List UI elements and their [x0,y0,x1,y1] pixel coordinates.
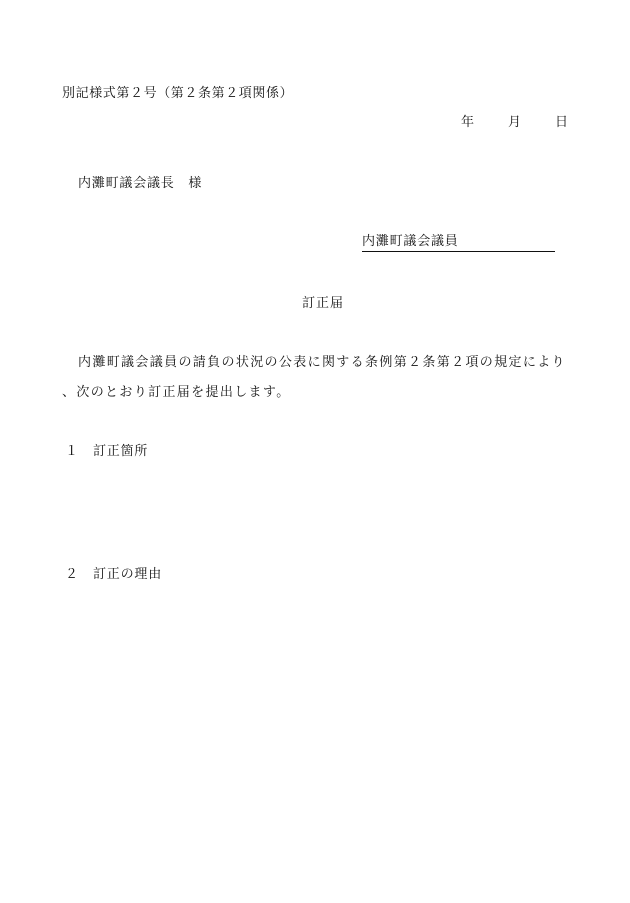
sender-label: 内灘町議会議員 [362,234,459,249]
form-identifier: 別記様式第２号（第２条第２項関係） [62,86,294,101]
addressee: 内灘町議会議長 様 [78,176,203,191]
body-text-line-1: 内灘町議会議員の請負の状況の公表に関する条例第２条第２項の規定により [78,355,566,370]
section-number: １ [65,444,79,459]
section-heading: 訂正の理由 [93,567,163,582]
section-correction-reason [65,567,162,583]
section-number: ２ [65,567,79,582]
section-heading: 訂正箇所 [93,444,149,459]
date-month-label: 月 [507,115,521,130]
date-line [461,115,568,131]
date-year-label: 年 [460,115,474,130]
body-text-line-2: 、次のとおり訂正届を提出します。 [62,385,291,400]
sender-signature-line [362,234,555,252]
section-correction-location [65,444,148,460]
document-title: 訂正届 [302,296,345,311]
date-day-label: 日 [554,115,568,130]
